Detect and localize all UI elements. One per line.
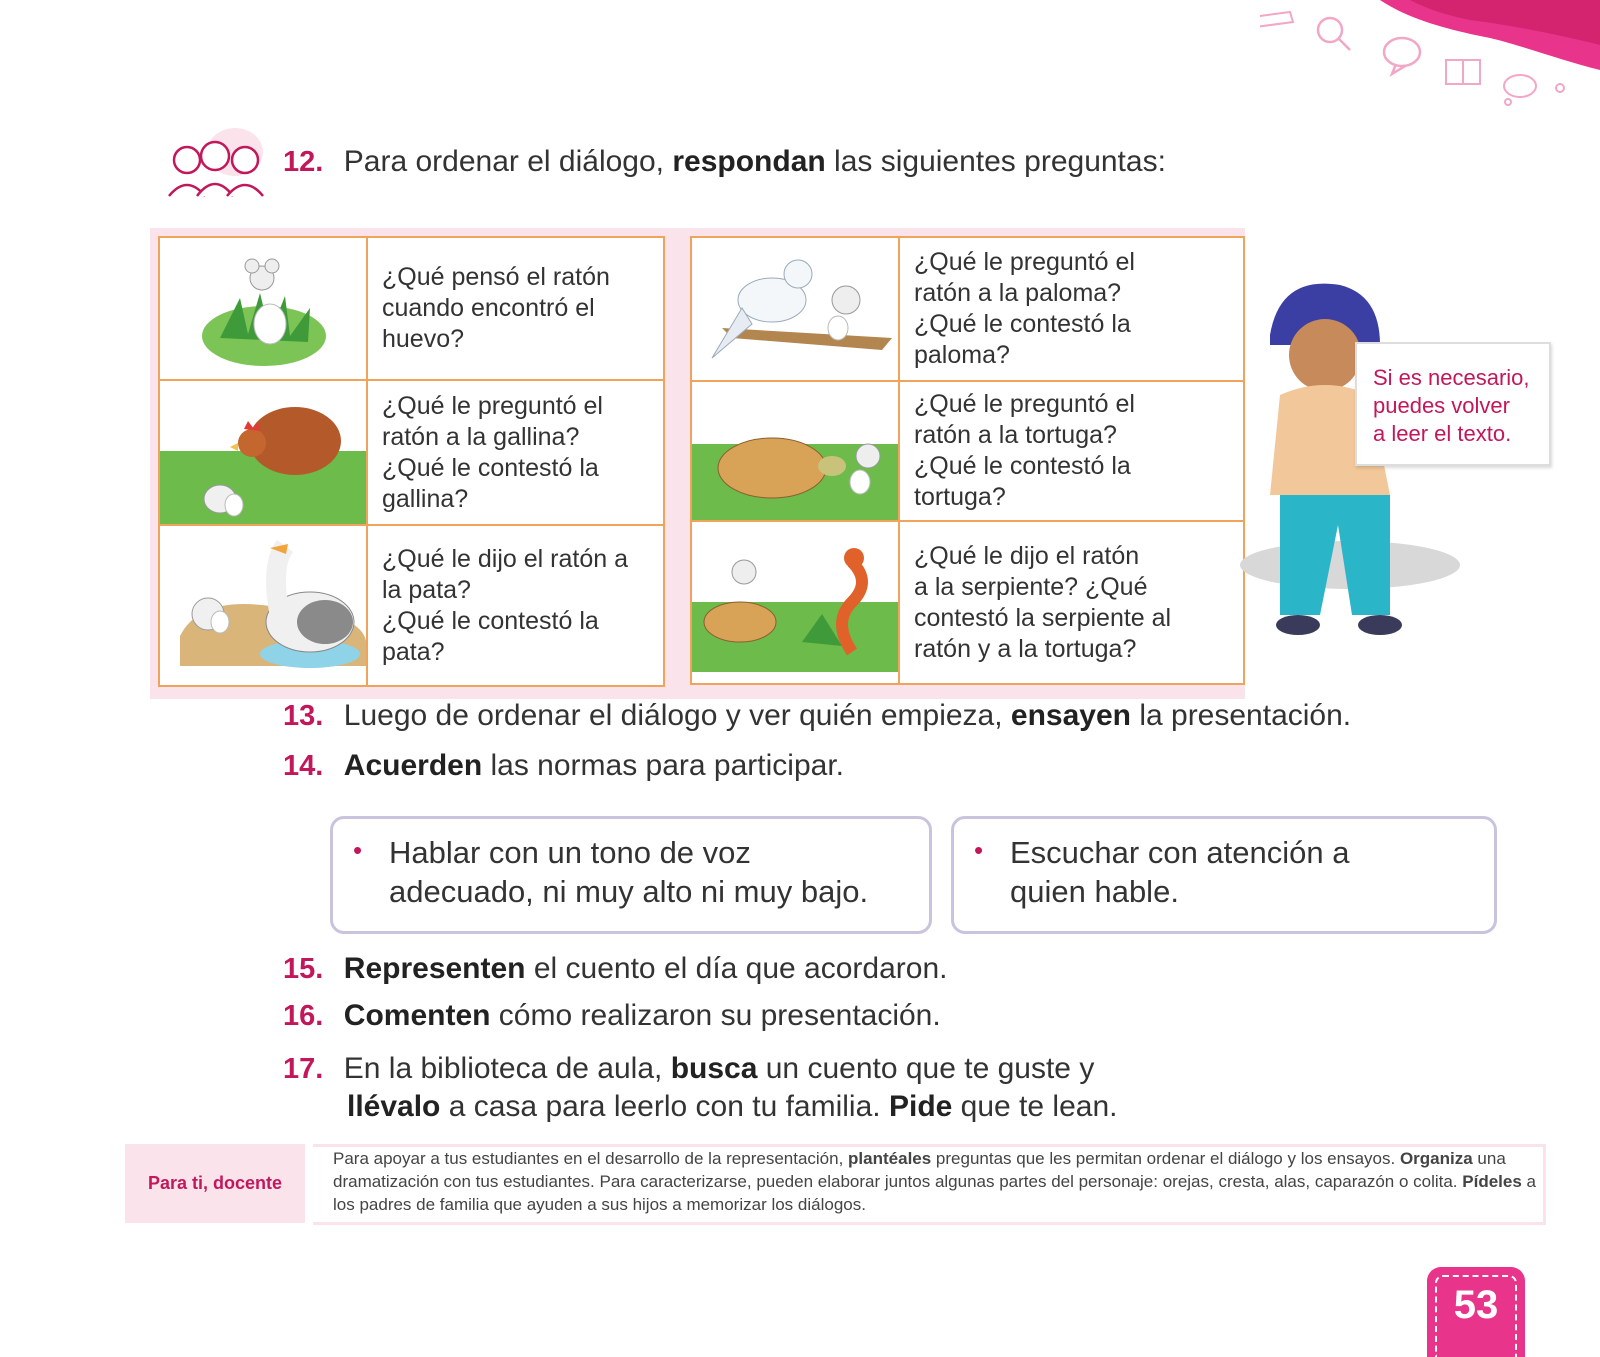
question-text-end: la presentación. (1130, 699, 1352, 732)
question-17 (283, 1050, 1094, 1088)
illustration-mouse-egg (160, 238, 368, 381)
question-number: 16. (283, 1000, 324, 1032)
question-bold: ensayen (1010, 699, 1131, 732)
question-number: 15. (283, 953, 324, 985)
note-text: una dramatización con tus estudiantes. Para caracterizarse, pueden elaborar juntos algunas partes del personaje: orejas, cresta, alas, caparazón o colita. (333, 1149, 1506, 1191)
question-bold: Comenten (343, 999, 491, 1032)
question-12 (283, 143, 1166, 181)
question-number: 13. (283, 700, 324, 732)
question-15 (283, 950, 947, 988)
rule-box-1 (330, 816, 932, 934)
question-bold: Acuerden (343, 749, 483, 782)
illustration-turtle-and-mouse (692, 382, 900, 522)
question-table-left (158, 236, 665, 687)
question-number: 17. (283, 1053, 324, 1085)
reminder-sign-text: Si es necesario, puedes volver a leer el texto. (1373, 365, 1530, 446)
question-bold: respondan (672, 145, 826, 178)
question-text: En la biblioteca de aula, (343, 1052, 671, 1085)
bullet: • (974, 835, 984, 865)
rule-text: Hablar con un tono de voz adecuado, ni muy alto ni muy bajo. (389, 835, 869, 909)
question-table-right (690, 236, 1245, 685)
note-bold: Pídeles (1462, 1172, 1522, 1191)
question-text-end: que te lean. (952, 1090, 1118, 1123)
question-13 (283, 697, 1351, 735)
rule-text: Escuchar con atención a quien hable. (1010, 835, 1350, 909)
speech-bubble-icon (1384, 38, 1420, 74)
question-text: Para ordenar el diálogo, (343, 145, 673, 178)
question-number: 14. (283, 750, 324, 782)
pencil-icon (1260, 12, 1293, 28)
question-text-end: cómo realizaron su presentación. (490, 999, 941, 1032)
teacher-note (313, 1144, 1546, 1225)
question-bold: Representen (343, 952, 526, 985)
book-icon (1446, 60, 1480, 84)
page-number-tab (1427, 1267, 1525, 1357)
question-text-end: el cuento el día que acordaron. (525, 952, 948, 985)
question-bold: Pide (888, 1090, 953, 1123)
question-text: Luego de ordenar el diálogo y ver quién empieza, (343, 699, 1011, 732)
question-cell: ¿Qué le dijo el ratón a la pata? ¿Qué le contestó la pata? (382, 544, 628, 666)
question-16 (283, 997, 941, 1035)
note-text: a los padres de familia que ayuden a sus hijos a memorizar los diálogos. (333, 1172, 1536, 1214)
question-text: a casa para leerlo con tu familia. (440, 1090, 889, 1123)
header-decoration (1260, 0, 1600, 120)
question-number: 12. (283, 146, 324, 178)
note-text: preguntas que les permitan ordenar el diálogo y los ensayos. (931, 1149, 1400, 1168)
reminder-sign (1355, 342, 1551, 466)
rule-box-2 (951, 816, 1497, 934)
page-number: 53 (1453, 1283, 1499, 1327)
question-cell: ¿Qué le preguntó el ratón a la paloma? ¿Qué le contestó la paloma? (900, 238, 1243, 382)
note-bold: plantéales (848, 1149, 932, 1168)
magnifier-icon (1318, 18, 1350, 50)
question-bold: busca (670, 1052, 758, 1085)
question-bold: llévalo (347, 1090, 441, 1123)
illustration-mouse-and-duck (160, 526, 368, 685)
note-text: Para apoyar a tus estudiantes en el desarrollo de la representación, (333, 1149, 849, 1168)
question-14 (283, 747, 844, 785)
question-cell: ¿Qué le preguntó el ratón a la tortuga? ¿Qué le contestó la tortuga? (900, 382, 1243, 522)
illustration-hen-and-mouse (160, 381, 368, 526)
illustration-dove-and-mouse (692, 238, 900, 382)
bullet: • (353, 835, 363, 865)
question-text-end: un cuento que te guste y (757, 1052, 1095, 1085)
question-cell: ¿Qué pensó el ratón cuando encontró el huevo? (368, 238, 663, 381)
question-text-end: las normas para participar. (482, 749, 844, 782)
teacher-note-label: Para ti, docente (125, 1144, 305, 1223)
question-17-line-2 (347, 1088, 1117, 1126)
question-cell: ¿Qué le dijo el ratón a la serpiente? ¿Qué contestó la serpiente al ratón y a la tortuga? (914, 541, 1172, 663)
illustration-snake-turtle-mouse (692, 522, 900, 683)
note-bold: Organiza (1399, 1149, 1473, 1168)
group-work-icon (165, 126, 275, 202)
thought-cloud-icon (1504, 75, 1564, 105)
question-text-end: las siguientes preguntas: (825, 145, 1166, 178)
question-cell: ¿Qué le preguntó el ratón a la gallina? ¿Qué le contestó la gallina? (368, 381, 663, 526)
